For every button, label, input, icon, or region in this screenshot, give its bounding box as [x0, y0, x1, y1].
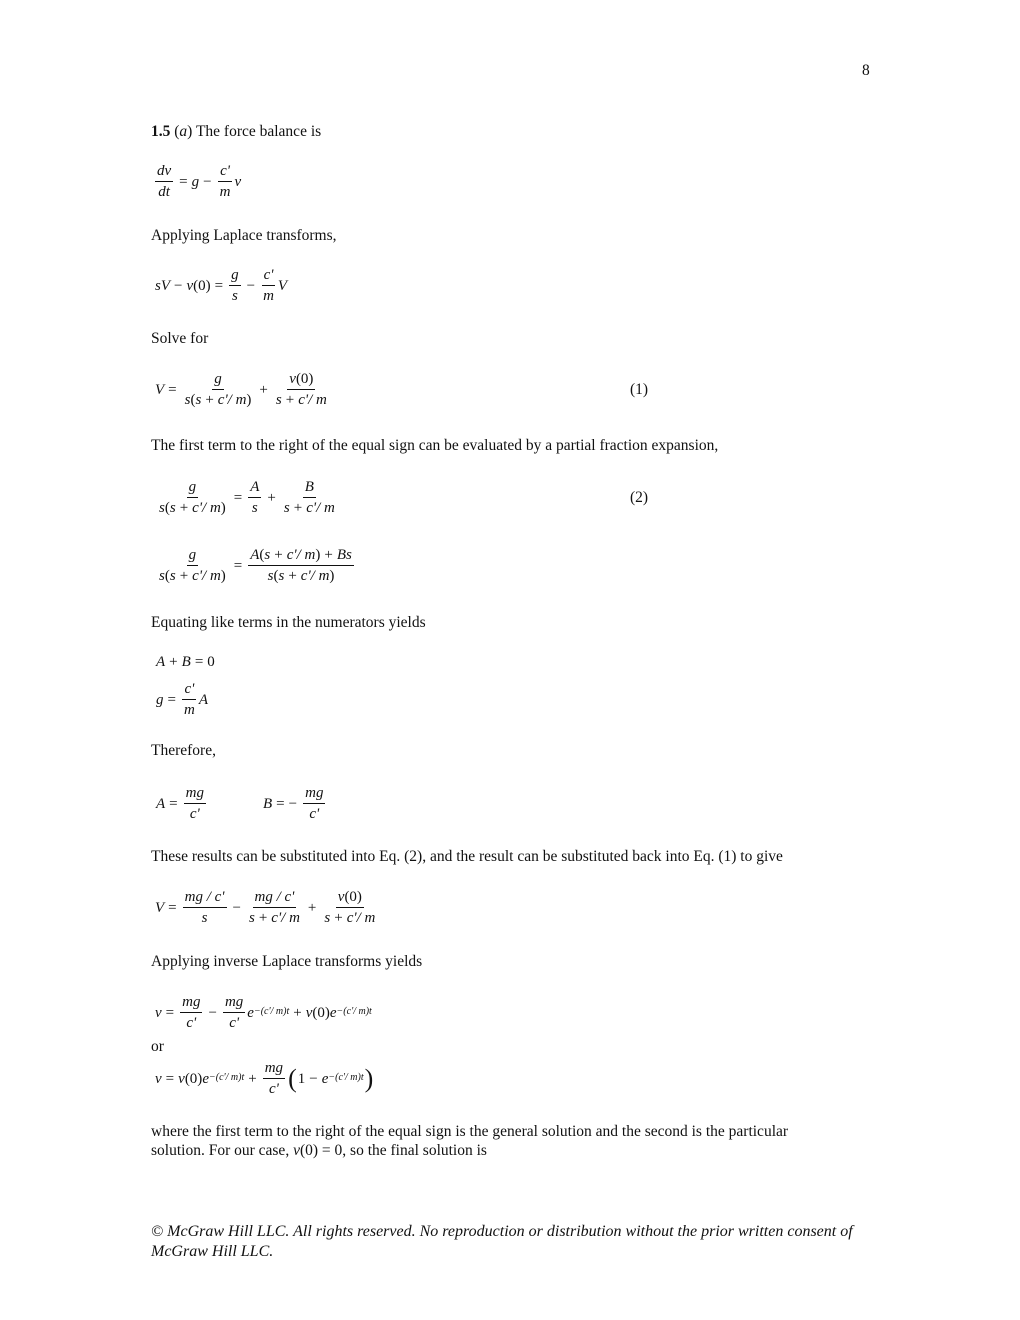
page-number: 8 — [862, 62, 870, 79]
equation-v-inverse: v = $\frac{mg}{c'}$ − $\frac{mg}{c'}$ e $^{-(c'/ m)t}$ + v (0) e $^{-(c'/ m)t}$ — [155, 994, 372, 1031]
conclusion-line-1: where the first term to the right of the equal sign is the general solution and the second is the particular — [151, 1123, 789, 1140]
conclusion-line-2: solution. For our case, v(0) = 0, so the final solution is — [151, 1142, 487, 1159]
text-substituted: These results can be substituted into Eq. (2), and the result can be substituted back into Eq. (1) to give — [151, 848, 783, 865]
text-laplace: Applying Laplace transforms, — [151, 227, 337, 244]
equation-v-expansion: V = $\frac{mg / c'}{s}$ − $\frac{mg / c'}{s + c'/ m}$ + $\frac{v(0)}{s + c'/ m}$ — [155, 889, 376, 926]
problem-part: a — [179, 123, 188, 140]
problem-number: 1.5 — [151, 123, 171, 140]
equation-g: g = $\frac{c'}{m}$ A — [156, 681, 208, 718]
equation-a: A = $\frac{mg}{c'}$ — [156, 785, 204, 822]
equation-b: B = − $\frac{mg}{c'}$ — [263, 785, 324, 822]
equation-combined: $\frac{g}{s(s + c'/ m)}$ = $\frac{A(s + c'/ m) + Bs}{s(s + c'/ m)}$ — [159, 547, 352, 584]
equation-1: V = $\frac{g}{s(s + c'/ m)}$ + $\frac{v(0)}{s + c'/ m}$ — [155, 371, 327, 408]
problem-intro: The force balance is — [195, 123, 322, 140]
footer-copyright: © McGraw Hill LLC. All rights reserved. No reproduction or distribution without the prior written consent of McGraw Hill LLC. — [151, 1223, 853, 1260]
equation-2: $\frac{g}{s(s + c'/ m)}$ = $\frac{A}{s}$ + $\frac{B}{s + c'/ m}$ — [159, 479, 335, 516]
text-inverse: Applying inverse Laplace transforms yields — [151, 953, 423, 970]
text-therefore: Therefore, — [151, 742, 216, 759]
text-first-term: The first term to the right of the equal sign can be evaluated by a partial fraction expansion, — [151, 437, 719, 454]
equation-v-final: v = v (0) e $^{-(c'/ m)t}$ + $\frac{mg}{c'}$ ( 1 − e $^{-(c'/ m)t}$ ) — [155, 1060, 374, 1097]
problem-heading: 1.5 (a) The force balance is — [151, 123, 322, 140]
equation-2-number: (2) — [630, 489, 649, 506]
text-or: or — [151, 1038, 164, 1055]
equation-a-plus-b: A + B = 0 — [156, 654, 215, 670]
text-equating: Equating like terms in the numerators yields — [151, 614, 426, 631]
equation-laplace: sV − v (0) = $\frac{g}{s}$ − $\frac{c'}{m}$ V — [155, 267, 288, 304]
equation-force-balance: $\frac{dv}{dt}$ = g − $\frac{c'}{m}$ v — [157, 163, 242, 200]
equation-1-number: (1) — [630, 381, 649, 398]
text-conclusion — [151, 1122, 871, 1160]
text-solve: Solve for — [151, 330, 209, 347]
